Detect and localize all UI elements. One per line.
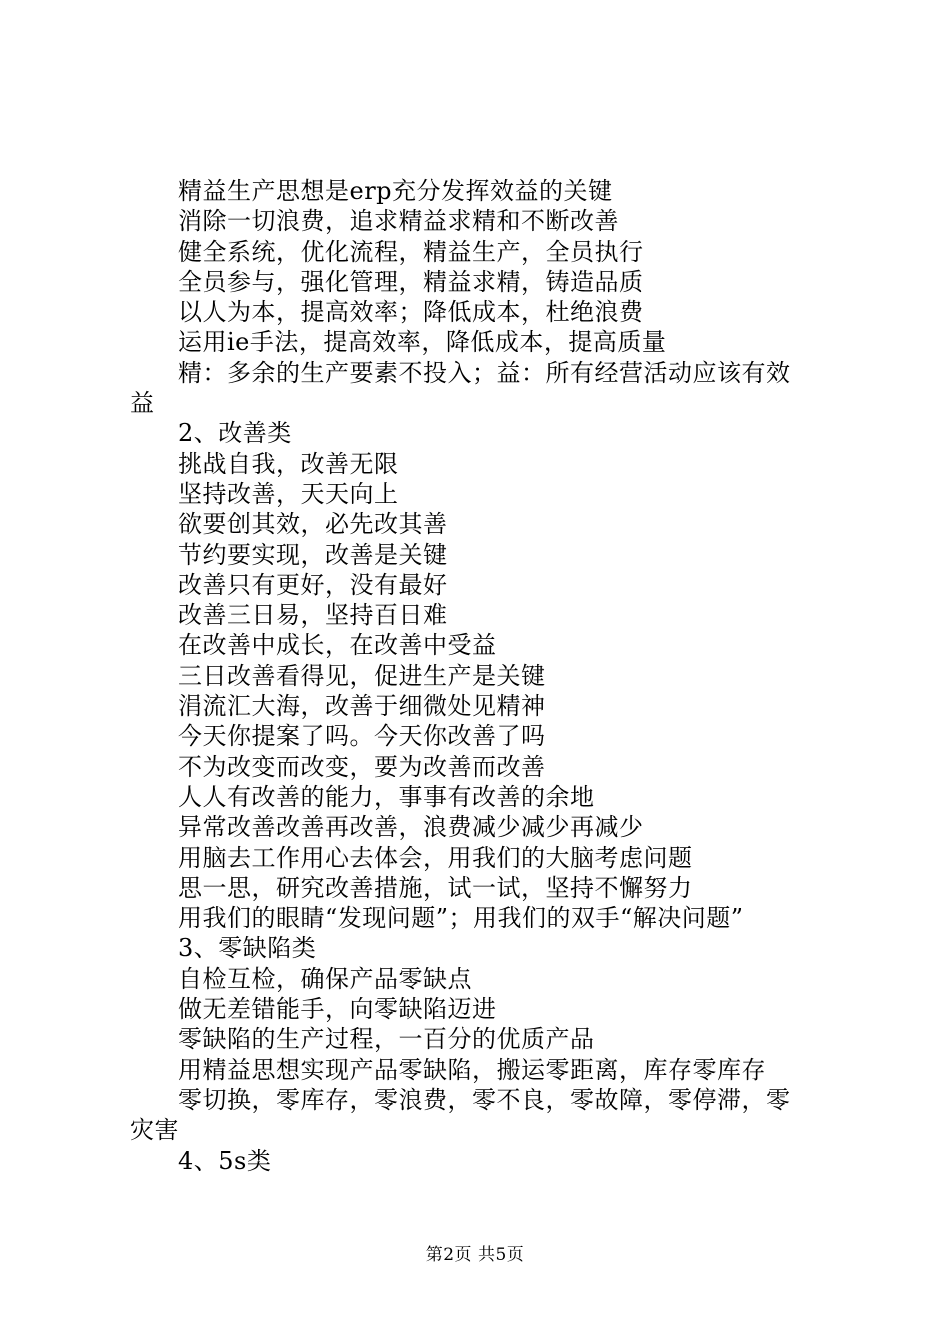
- text-line: 自检互检，确保产品零缺点: [178, 964, 472, 993]
- text-line: 做无差错能手，向零缺陷迈进: [178, 995, 497, 1024]
- text-line: 零缺陷的生产过程，一百分的优质产品: [178, 1025, 595, 1054]
- text-line: 用精益思想实现产品零缺陷，搬运零距离，库存零库存: [178, 1055, 766, 1084]
- page-number-label: 第2页 共5页: [425, 1245, 525, 1265]
- text-line: 用我们的眼睛“发现问题”；用我们的双手“解决问题”: [178, 904, 744, 933]
- text-line: 健全系统，优化流程，精益生产，全员执行: [178, 237, 644, 266]
- text-line: 益: [130, 389, 155, 418]
- text-line: 涓流汇大海，改善于细微处见精神: [178, 692, 546, 721]
- text-line: 人人有改善的能力，事事有改善的余地: [178, 782, 595, 811]
- text-line: 改善只有更好，没有最好: [178, 570, 448, 599]
- text-line: 精：多余的生产要素不投入；益：所有经营活动应该有效: [178, 358, 791, 387]
- text-line: 灾害: [130, 1116, 179, 1145]
- text-line: 改善三日易，坚持百日难: [178, 601, 448, 630]
- text-line: 节约要实现，改善是关键: [178, 540, 448, 569]
- text-line: 零切换，零库存，零浪费，零不良，零故障，零停滞，零: [178, 1085, 791, 1114]
- text-line: 三日改善看得见，促进生产是关键: [178, 661, 546, 690]
- text-line: 今天你提案了吗。今天你改善了吗: [178, 722, 546, 751]
- text-line: 坚持改善，天天向上: [178, 479, 399, 508]
- text-line: 运用ie手法，提高效率，降低成本，提高质量: [178, 328, 667, 357]
- text-line: 精益生产思想是erp充分发挥效益的关键: [178, 177, 613, 205]
- text-line: 3、零缺陷类: [178, 934, 317, 963]
- text-line: 挑战自我，改善无限: [178, 449, 399, 478]
- text-line: 异常改善改善再改善，浪费减少减少再减少: [178, 813, 644, 842]
- text-line: 2、改善类: [178, 419, 292, 448]
- text-line: 以人为本，提高效率；降低成本，杜绝浪费: [178, 298, 644, 327]
- text-line: 4、5s类: [178, 1146, 272, 1175]
- text-line: 全员参与，强化管理，精益求精，铸造品质: [178, 267, 644, 296]
- document-body: [130, 176, 830, 1176]
- text-line: 不为改变而改变，要为改善而改善: [178, 752, 546, 781]
- text-line: 思一思，研究改善措施，试一试，坚持不懈努力: [178, 873, 693, 902]
- text-line: 欲要创其效，必先改其善: [178, 510, 448, 539]
- text-line: 用脑去工作用心去体会，用我们的大脑考虑问题: [178, 843, 693, 872]
- page-footer: [0, 1244, 950, 1266]
- text-line: 在改善中成长，在改善中受益: [178, 631, 497, 660]
- text-line: 消除一切浪费，追求精益求精和不断改善: [178, 207, 619, 236]
